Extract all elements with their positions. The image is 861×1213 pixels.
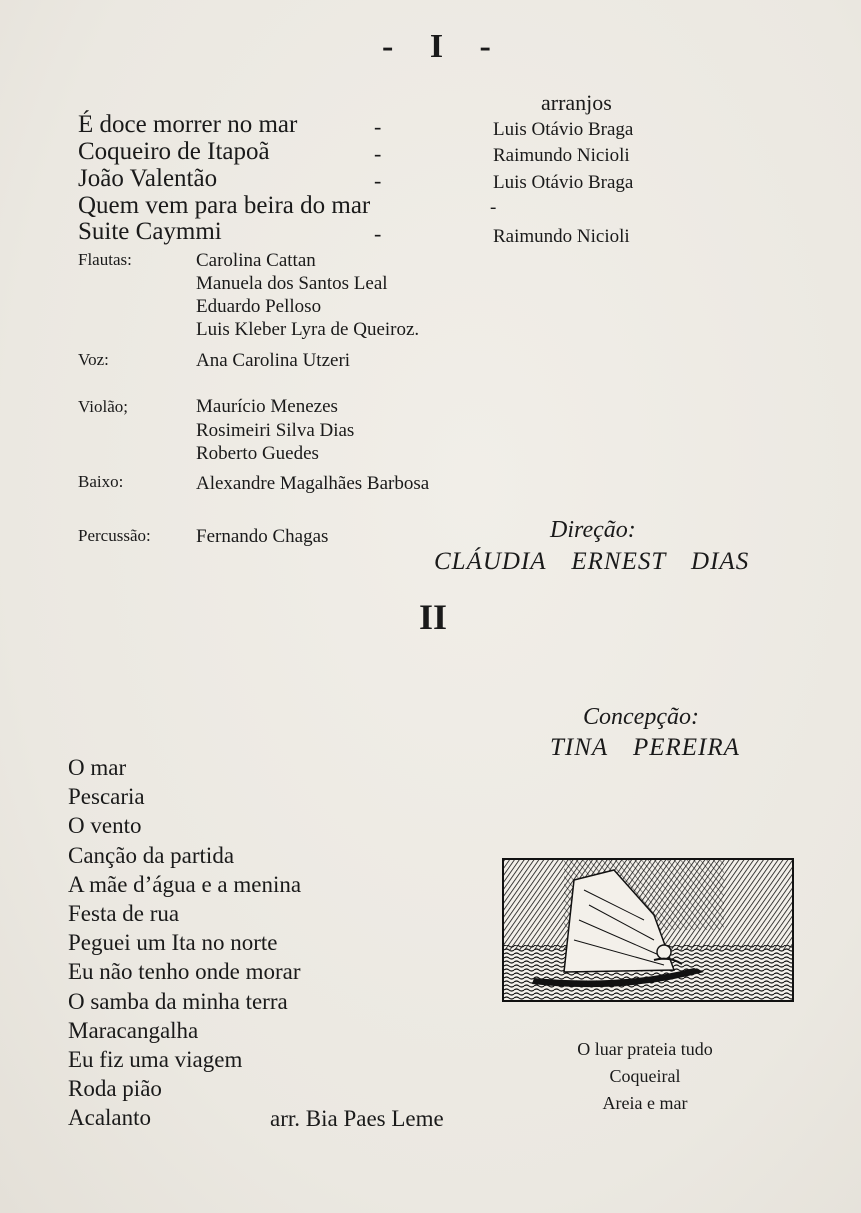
song-arranger: - [490,197,497,218]
song-title: Eu fiz uma viagem [68,1047,243,1073]
caption-line: Areia e mar [602,1093,688,1113]
role-label: Flautas: [78,250,132,269]
song-title: Roda pião [68,1076,162,1102]
caption-line: O luar prateia tudo [577,1039,713,1059]
musician-name: Luis Kleber Lyra de Queiroz. [196,319,420,340]
role-label: Percussão: [78,526,151,545]
role-label: Voz: [78,350,109,369]
song-arranger: Raimundo Nicioli [493,226,630,247]
section-two-arranger: arr. Bia Paes Leme [270,1106,444,1131]
musician-name: Manuela dos Santos Leal [196,273,388,294]
musician-name: Alexandre Magalhães Barbosa [196,473,430,494]
musician-name: Ana Carolina Utzeri [196,350,351,371]
song-title: Pescaria [68,784,145,810]
section-two-songs [68,753,301,1133]
caption-line: Coqueiral [609,1066,681,1086]
song-title: Suite Caymmi [78,218,222,245]
song-arranger: Raimundo Nicioli [493,145,630,166]
section-one-heading: - I - [382,28,505,65]
song-arranger: Luis Otávio Braga [493,119,634,140]
song-title: Eu não tenho onde morar [68,959,301,985]
song-title: O samba da minha terra [68,988,288,1014]
song-title: Acalanto [68,1105,152,1131]
section-two-heading: II [419,597,448,637]
song-dash: - [374,141,382,166]
song-title: João Valentão [78,165,218,192]
song-title: Quem vem para beira do mar [78,192,371,219]
song-dash: - [374,168,382,193]
arrangers-header: arranjos [541,90,612,115]
song-title: O vento [68,813,142,839]
role-label: Violão; [78,397,128,416]
musician-name: Eduardo Pelloso [196,296,322,317]
song-title: Canção da partida [68,842,235,868]
illustration-caption [540,1036,750,1117]
woodcut-boat-illustration [502,858,794,1002]
musician-name: Fernando Chagas [196,526,329,547]
direction-label: Direção: [550,517,636,543]
musician-name: Carolina Cattan [196,250,316,271]
song-title: A mãe d’água e a menina [68,871,302,897]
song-arranger: Luis Otávio Braga [493,172,634,193]
song-title: Peguei um Ita no norte [68,930,278,956]
song-title: O mar [68,755,127,780]
director-name: CLÁUDIA ERNEST DIAS [434,548,750,575]
concept-label: Concepção: [583,704,699,730]
song-title: Coqueiro de Itapoã [78,138,270,165]
musician-name: Maurício Menezes [196,396,338,417]
song-title: Maracangalha [68,1017,199,1043]
musician-name: Rosimeiri Silva Dias [196,420,355,441]
role-label: Baixo: [78,472,124,491]
song-title: É doce morrer no mar [78,111,298,138]
concept-name: TINA PEREIRA [550,734,740,761]
song-title: Festa de rua [68,901,180,927]
song-dash: - [374,114,382,139]
musician-name: Roberto Guedes [196,443,319,464]
song-dash: - [374,221,382,246]
